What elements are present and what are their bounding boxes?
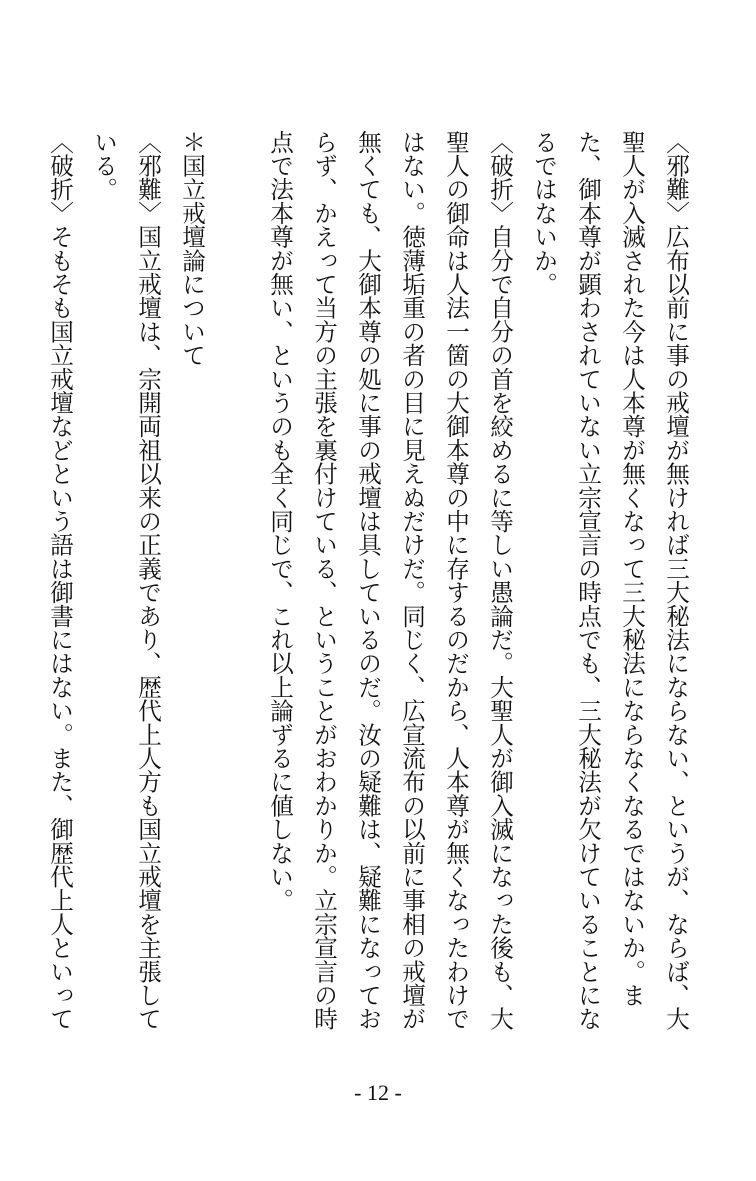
paragraph-jana-2: 〈邪難〉国立戒壇は、宗開両祖以来の正義であり、歴代上人方も国立戒壇を主張している。: [90, 130, 162, 1031]
blank-line: [214, 130, 258, 1050]
paragraph-hashaku-2: 〈破折〉そもそも国立戒壇などという語は御書にはない。また、御歴代上人といって: [46, 130, 74, 1031]
page-number: - 12 -: [354, 1080, 402, 1105]
paragraph-jana-1: 〈邪難〉広布以前に事の戒壇が無ければ三大秘法にならない、というが、ならば、大聖人が入滅された今は人本尊が無くなって三大秘法にならなくなるではないか。また、御本尊が顕わされていない立宗宣言の時点でも、三大秘法が欠けていることになるではないか。: [530, 130, 690, 1031]
vertical-text-body: [38, 130, 698, 1050]
section-heading: ＊国立戒壇論について: [178, 130, 206, 367]
paragraph-hashaku-1: 〈破折〉自分で自分の首を絞めるに等しい愚論だ。大聖人が御入滅になった後も、大聖人の御命は人法一箇の大御本尊の中に存するのだから、人本尊が無くなったわけではない。徳薄垢重の者の目に見えぬだけだ。同じく、広宣流布の以前に事相の戒壇が無くても、大御本尊の処に事の戒壇は具しているのだ。汝の疑難は、疑難になっておらず、かえって当方の主張を裏付けている、ということがおわかりか。立宗宣言の時点で法本尊が無い、というのも全く同じで、これ以上論ずるに値しない。: [266, 130, 514, 1031]
